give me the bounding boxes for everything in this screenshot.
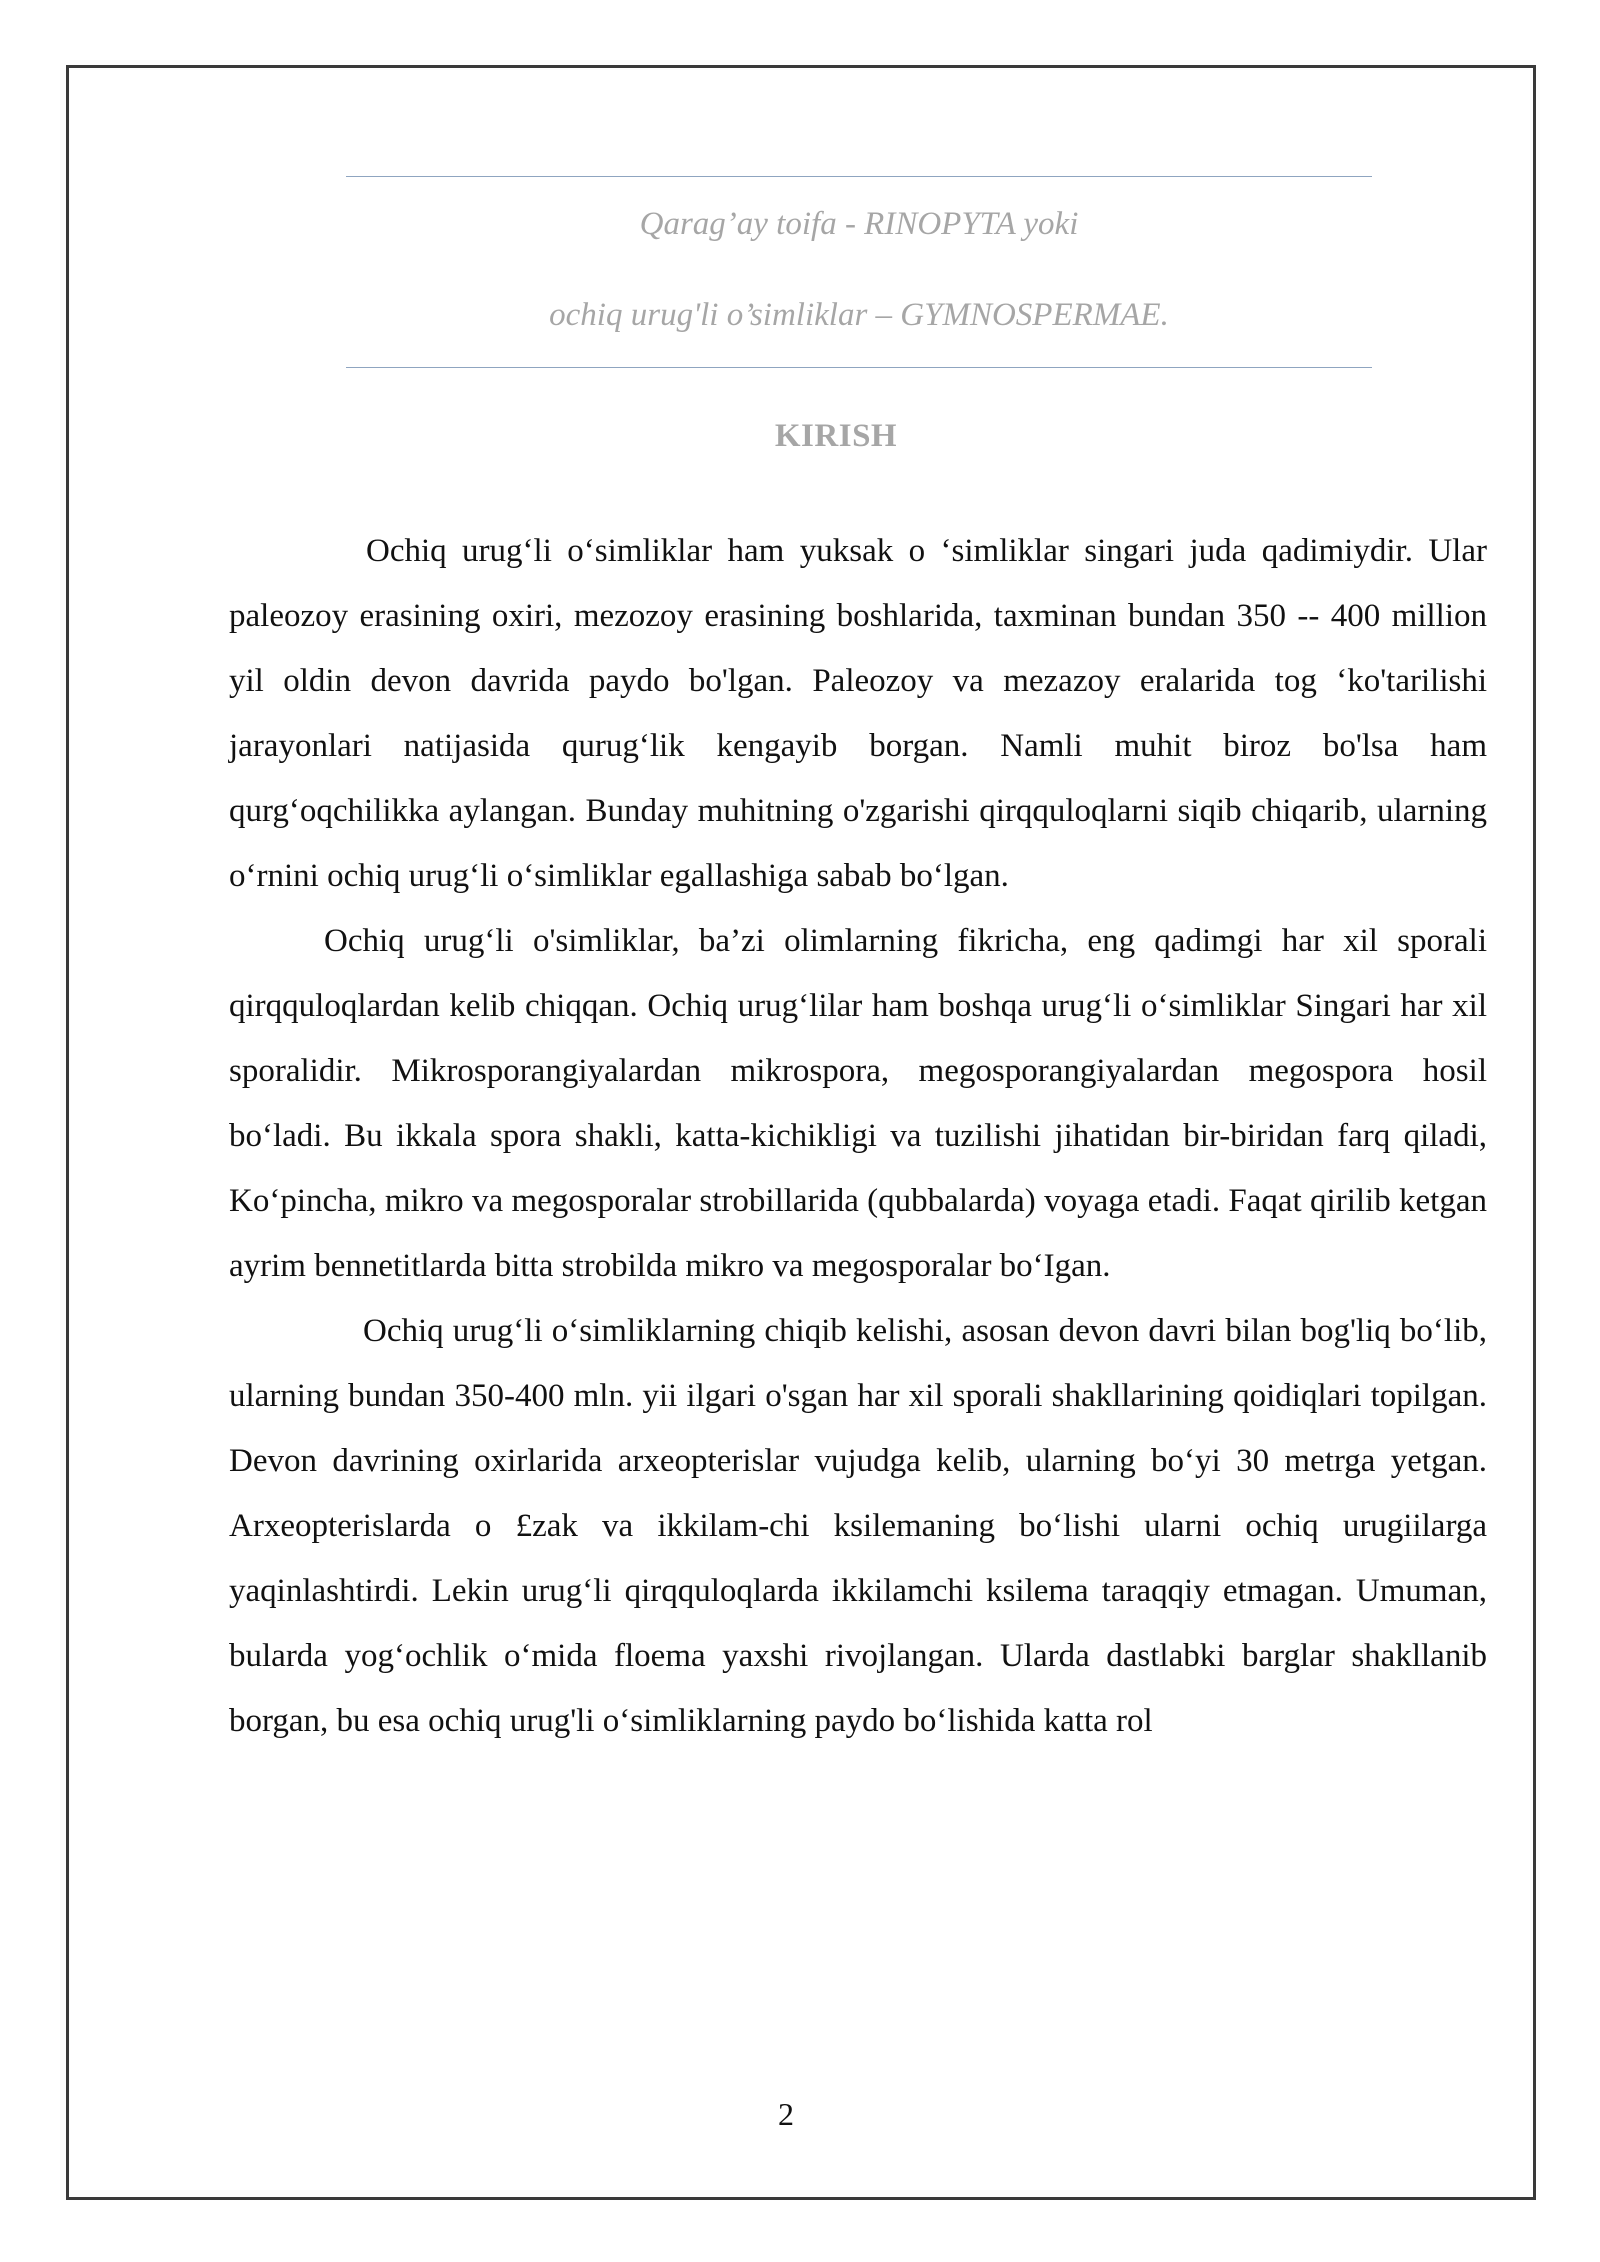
body-text (229, 519, 1487, 1754)
paragraph-3: Ochiq urug‘li o‘simliklarning chiqib kelishi, asosan devon davri bilan bog'liq bo‘lib, ularning bundan 350-400 mln. yii ilgari o'sgan har xil sporali shakllarining qoidiqlari topilgan. Devon davrining oxirlarida arxeopterislar vujudga kelib, ularning bo‘yi 30 metrga yetgan. Arxeopterislarda o £zak va ikkilam-chi ksilemaning bo‘lishi ularni ochiq urugiilarga yaqinlashtirdi. Lekin urug‘li qirqquloqlarda ikkilamchi ksilema taraqqiy etmagan. Umuman, bularda yog‘ochlik o‘mida floema yaxshi rivojlangan. Ularda dastlabki barglar shakllanib borgan, bu esa ochiq urug'li o‘simliklarning paydo bo‘lishida katta rol (229, 1313, 1487, 1739)
title-top-rule (346, 176, 1372, 177)
page-number: 2 (778, 2096, 794, 2132)
title-line-2: ochiq urug'li o’simliklar – GYMNOSPERMAE. (549, 297, 1169, 333)
section-heading: KIRISH (774, 418, 898, 454)
paragraph-2: Ochiq urug‘li o'simliklar, ba’zi olimlarning fikricha, eng qadimgi har xil sporali qirqquloqlardan kelib chiqqan. Ochiq urug‘lilar ham boshqa urug‘li o‘simliklar Singari har xil sporalidir. Mikrosporangiyalardan mikrospora, megosporangiyalardan megospora hosil bo‘ladi. Bu ikkala spora shakli, katta-kichikligi va tuzilishi jihatidan bir-biridan farq qiladi, Ko‘pincha, mikro va megosporalar strobillarida (qubbalarda) voyaga etadi. Faqat qirilib ketgan ayrim bennetitlarda bitta strobilda mikro va megosporalar bo‘Igan. (229, 923, 1487, 1284)
paragraph-1: Ochiq urug‘li o‘simliklar ham yuksak o ‘simliklar singari juda qadimiydir. Ular paleozoy erasining oxiri, mezozoy erasining boshlarida, taxminan bundan 350 -- 400 million yil oldin devon davrida paydo bo'lgan. Paleozoy va mezazoy eralarida tog ‘ko'tarilishi jarayonlari natijasida qurug‘lik kengayib borgan. Namli muhit biroz bo'lsa ham qurg‘oqchilikka aylangan. Bunday muhitning o'zgarishi qirqquloqlarni siqib chiqarib, ularning o‘rnini ochiq urug‘li o‘simliklar egallashiga sabab bo‘lgan. (229, 533, 1487, 894)
title-line-1: Qarag’ay toifa - RINOPYTA yoki (639, 206, 1079, 242)
title-bottom-rule (346, 367, 1372, 368)
